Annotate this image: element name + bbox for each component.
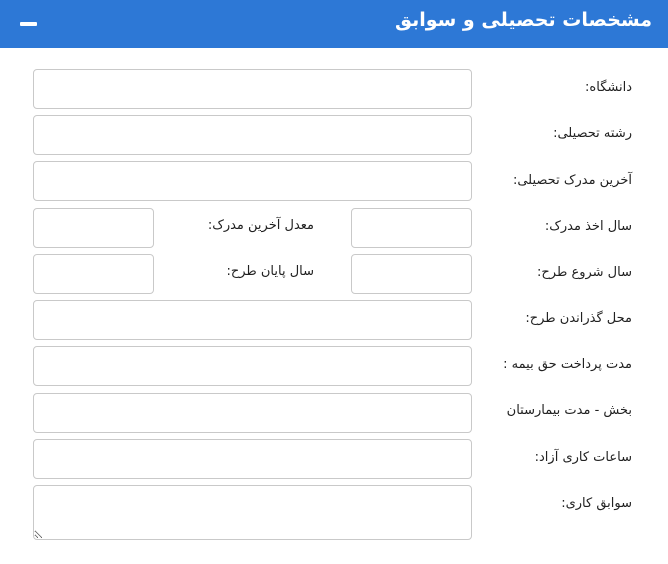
freelance-hours-label: ساعات کاری آزاد:: [534, 450, 632, 465]
work-history-textarea[interactable]: [33, 485, 472, 540]
field-of-study-input[interactable]: [33, 115, 472, 155]
last-degree-label: آخرین مدرک تحصیلی:: [512, 173, 632, 188]
panel-title: مشخصات تحصیلی و سوابق: [394, 9, 652, 31]
plan-end-year-label: سال پایان طرح:: [226, 264, 314, 279]
freelance-hours-input[interactable]: [33, 439, 472, 479]
insurance-duration-input[interactable]: [33, 346, 472, 386]
field-of-study-label: رشته تحصیلی:: [553, 126, 632, 141]
plan-start-year-label: سال شروع طرح:: [537, 265, 632, 280]
plan-location-input[interactable]: [33, 300, 472, 340]
collapse-button[interactable]: [18, 14, 40, 34]
degree-year-label: سال اخذ مدرک:: [544, 219, 632, 234]
insurance-duration-label: مدت پرداخت حق بیمه :: [503, 357, 632, 372]
degree-year-input[interactable]: [351, 208, 472, 248]
plan-location-label: محل گذراندن طرح:: [525, 311, 632, 326]
hospital-section-input[interactable]: [33, 393, 472, 433]
plan-start-year-input[interactable]: [351, 254, 472, 294]
last-degree-gpa-input[interactable]: [33, 208, 154, 248]
university-input[interactable]: [33, 69, 472, 109]
work-history-label: سوابق کاری:: [561, 496, 632, 511]
minus-icon: [20, 22, 37, 26]
plan-end-year-input[interactable]: [33, 254, 154, 294]
university-label: دانشگاه:: [585, 80, 632, 95]
last-degree-gpa-label: معدل آخرین مدرک:: [207, 218, 314, 233]
hospital-section-label: بخش - مدت بیمارستان: [506, 403, 632, 418]
panel-header: [0, 0, 668, 48]
last-degree-input[interactable]: [33, 161, 472, 201]
